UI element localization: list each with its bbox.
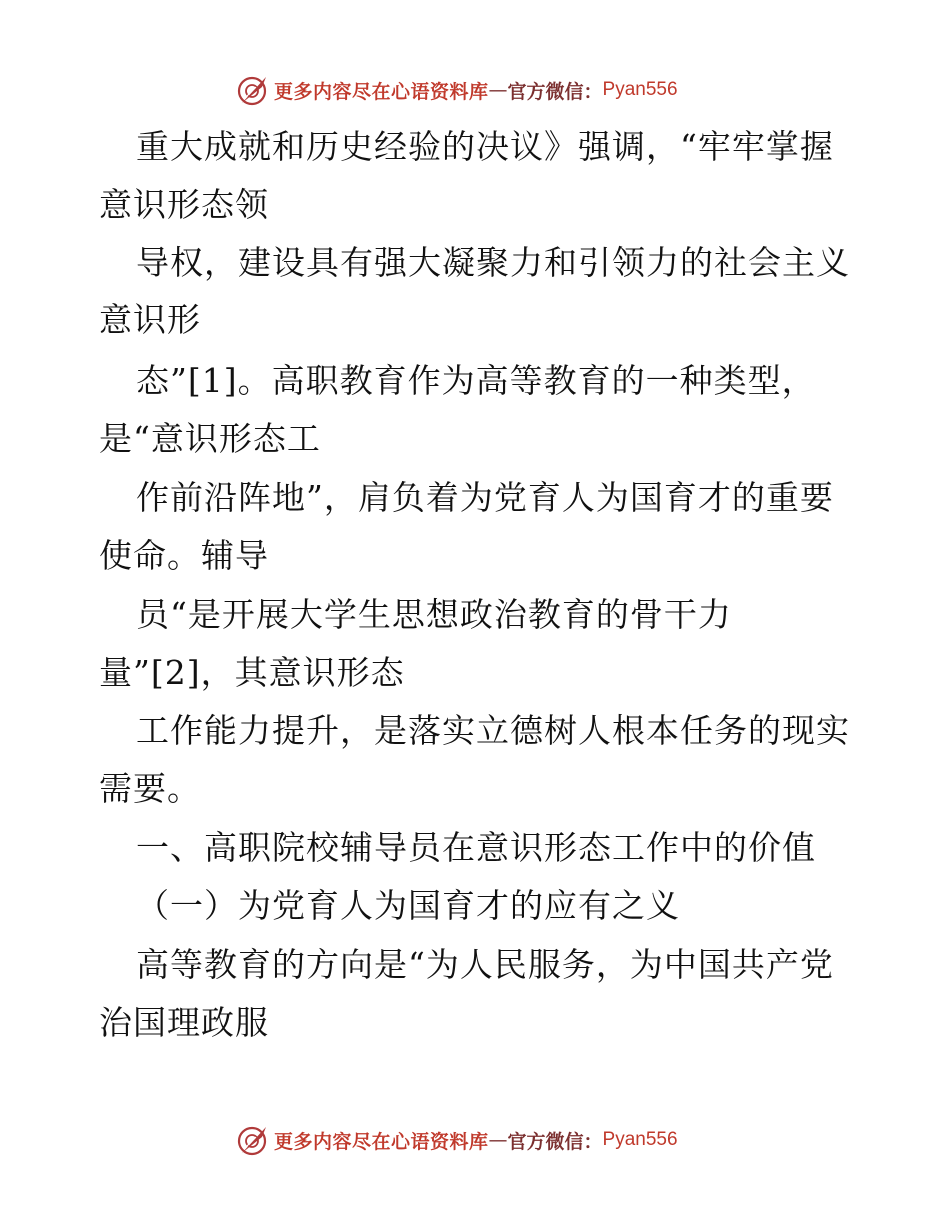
body-line: 工作能力提升，是落实立德树人根本任务的现实 <box>136 711 850 750</box>
footer-watermark-banner <box>236 1122 678 1158</box>
subsection-heading: （一）为党育人为国育才的应有之义 <box>136 886 680 925</box>
body-line: 是“意识形态工 <box>99 419 321 458</box>
banner-wechat-label: 官方微信： <box>507 80 603 103</box>
quill-logo-icon <box>236 1123 270 1157</box>
body-line: 需要。 <box>99 769 201 808</box>
banner-wechat-id: Pyan556 <box>602 1129 678 1150</box>
body-line: 导权，建设具有强大凝聚力和引领力的社会主义 <box>136 243 850 282</box>
body-line: 治国理政服 <box>99 1003 269 1042</box>
quill-logo-icon <box>236 73 270 107</box>
banner-dash: — <box>488 1129 508 1151</box>
banner-wechat-label: 官方微信： <box>507 1130 603 1153</box>
body-line: 员“是开展大学生思想政治教育的骨干力 <box>136 595 732 634</box>
body-line: 意识形 <box>99 300 201 339</box>
body-line: 高等教育的方向是“为人民服务，为中国共产党 <box>136 945 834 984</box>
section-heading: 一、高职院校辅导员在意识形态工作中的价值 <box>136 828 816 867</box>
banner-site-text: 更多内容尽在心语资料库 <box>274 80 489 103</box>
body-line: 态”[1]。高职教育作为高等教育的一种类型， <box>136 361 816 400</box>
banner-dash: — <box>488 79 508 101</box>
body-line: 量”[2]，其意识形态 <box>99 653 405 692</box>
header-watermark-banner <box>236 72 678 108</box>
body-line: 重大成就和历史经验的决议》强调，“牢牢掌握 <box>136 127 834 166</box>
body-line: 意识形态领 <box>99 185 269 224</box>
banner-site-text: 更多内容尽在心语资料库 <box>274 1130 489 1153</box>
body-line: 作前沿阵地”，肩负着为党育人为国育才的重要 <box>136 478 834 517</box>
body-line: 使命。辅导 <box>99 536 269 575</box>
banner-wechat-id: Pyan556 <box>602 79 678 100</box>
